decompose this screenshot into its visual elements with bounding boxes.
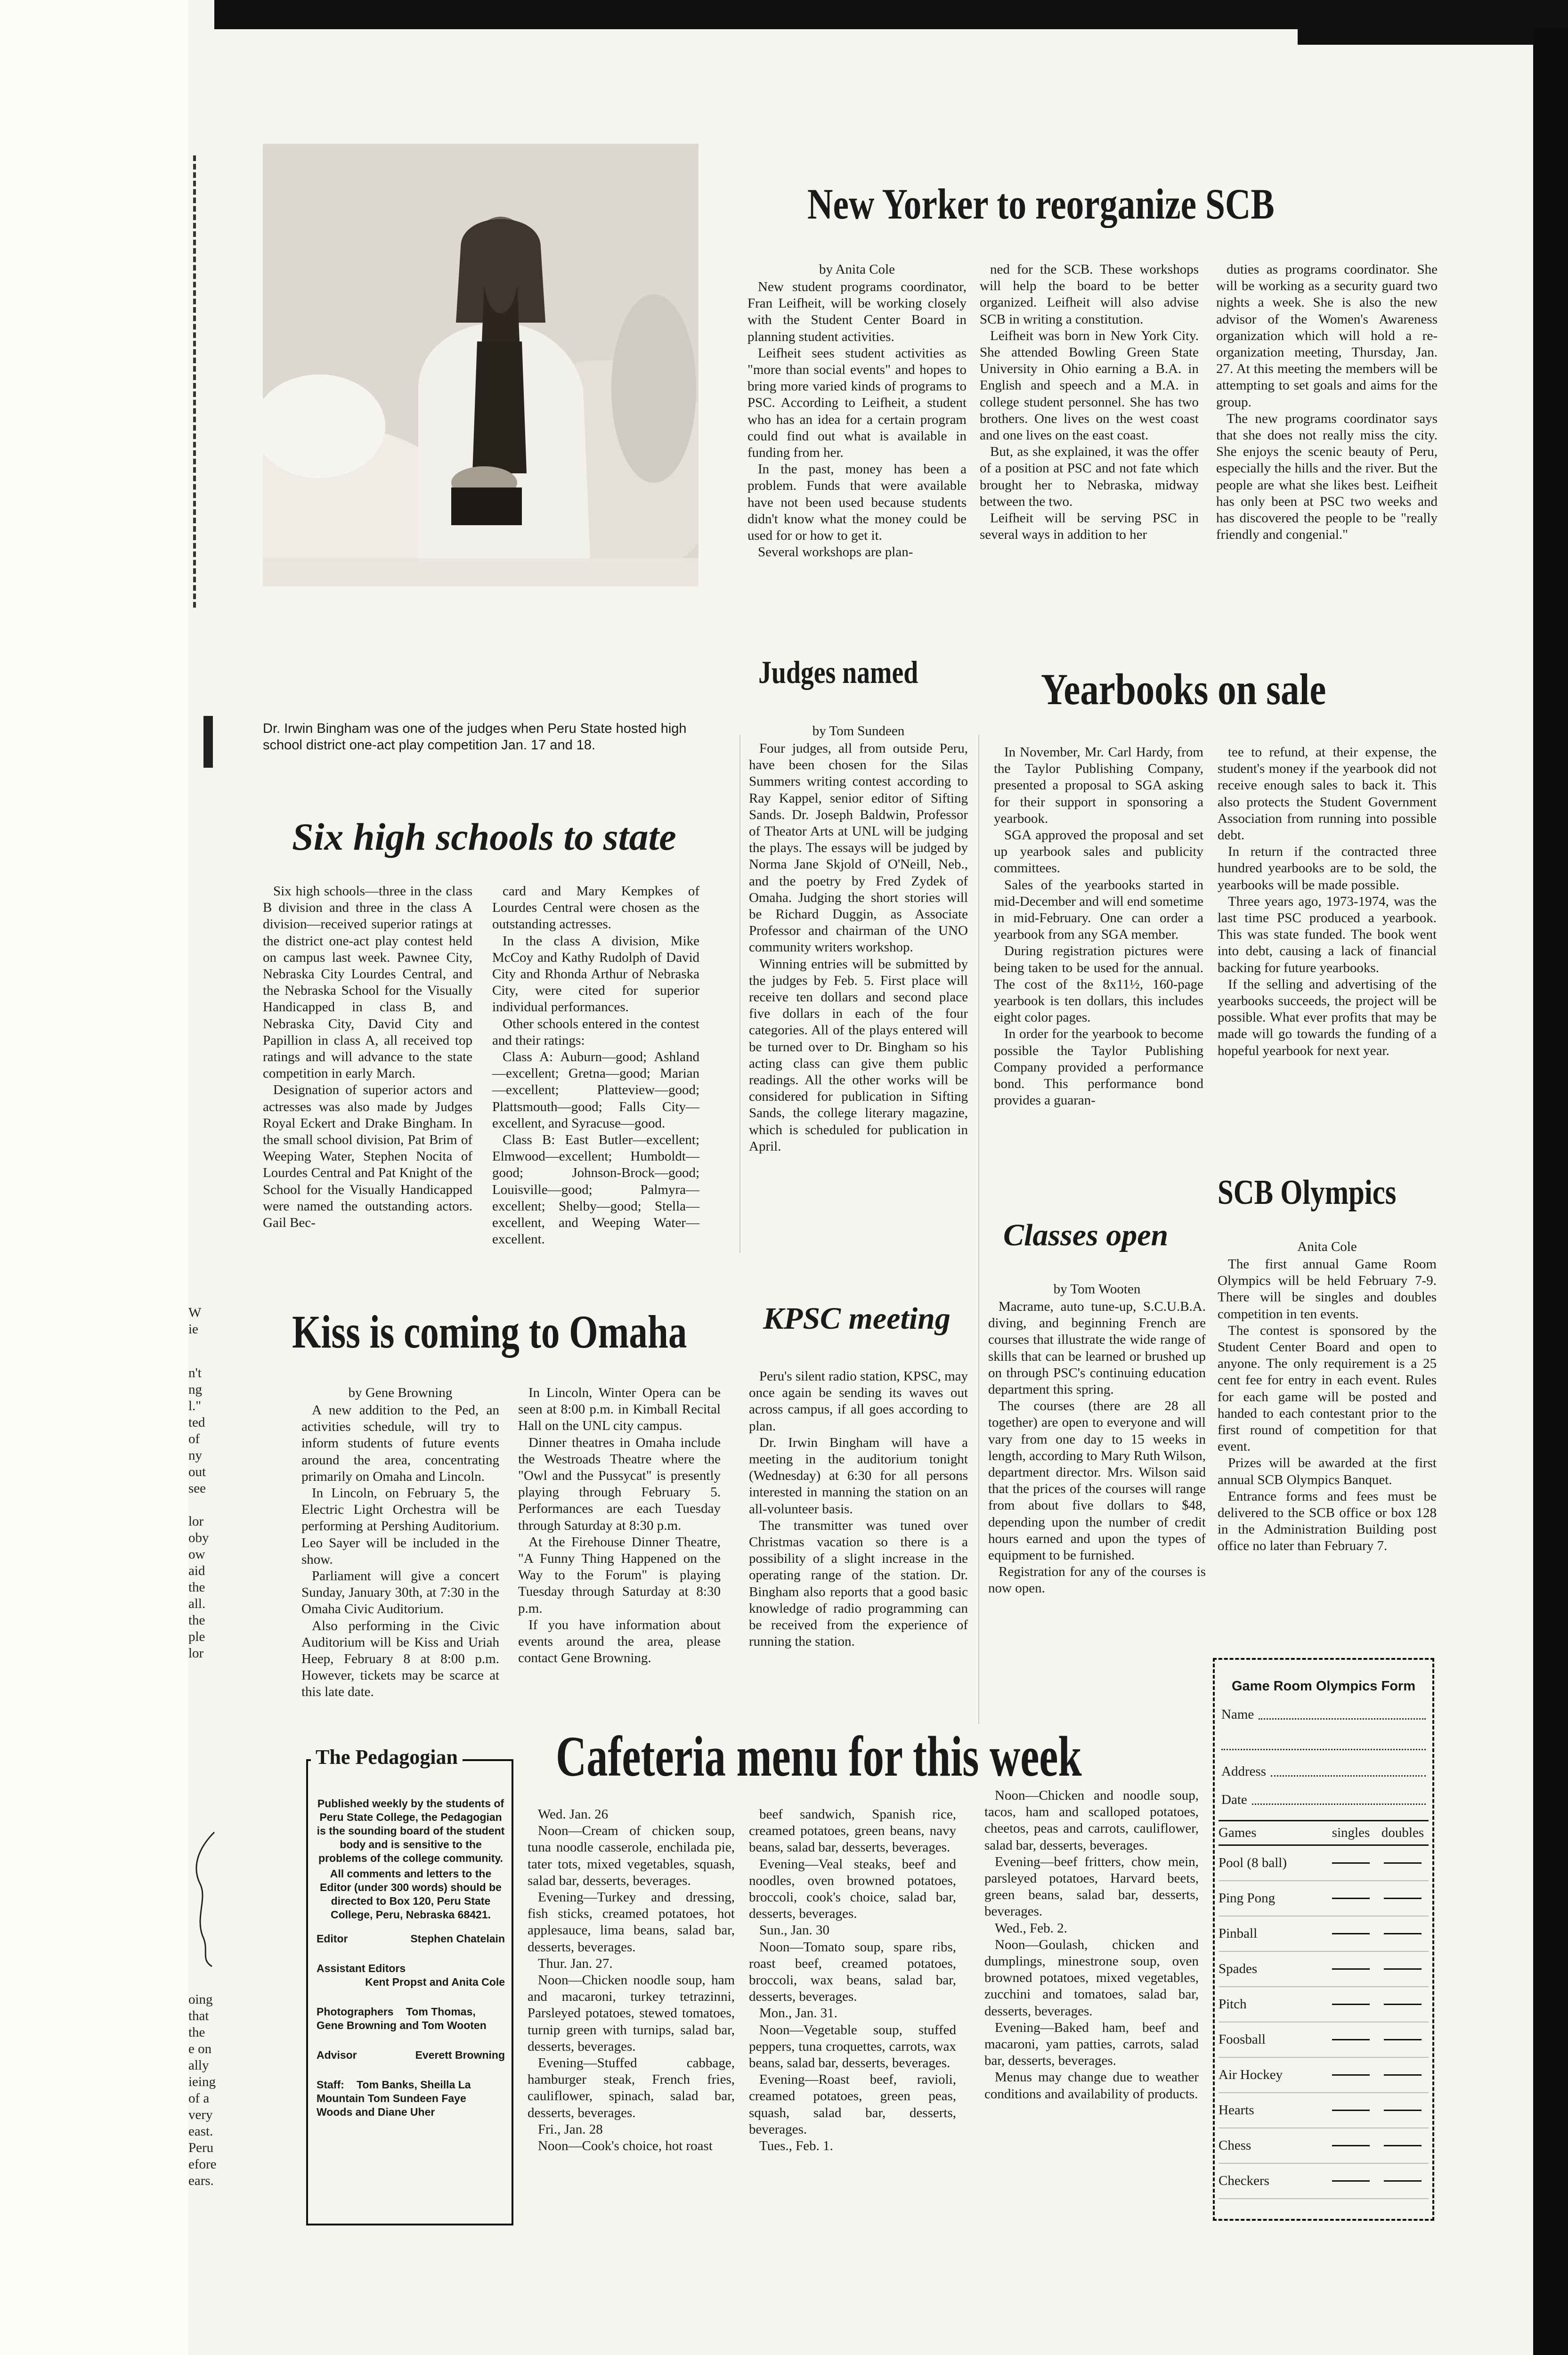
staff-editor: Editor Stephen Chatelain [317, 1933, 505, 1945]
form-doubles-blank[interactable] [1384, 1968, 1422, 1970]
kpsc-headline: KPSC meeting [763, 1301, 951, 1336]
form-game-label: Spades [1219, 1961, 1258, 1976]
olympics-entry-form [1213, 1658, 1434, 2221]
state-col-2: card and Mary Kempkes of Lourdes Central were chosen as the outstanding actresses. In the class A division, Mike McCoy and Kathy Rudolph of David City and Rhonda Arthur of Nebraska City, were cited for superior individual performances. Other schools entered in the contest and their ratings: Class A: Auburn—good; Ashland—excellent; Gretna—good; Marian—excellent; Platteview—good; Plattsmouth—good; Falls City—excellent, and Syracuse—good. Class B: East Butler—excellent; Elmwood—excellent; Humboldt—good; Johnson-Brock—good; Louisville—good; Palmyra—excellent; Shelby—good; Stella—excellent, and Weeping Water—excellent. [492, 884, 699, 1247]
menu-col-3: Noon—Chicken and noodle soup, tacos, ham and scalloped potatoes, cheetos, peas and carrots, cauliflower, salad bar, desserts, beverages. Evening—beef fritters, chow mein, parsleyed potatoes, Harvard beets, green beans, salad bar, desserts, beverages. Wed., Feb. 2. Noon—Goulash, chicken and dumplings, minestrone soup, oven browned potatoes, mixed vegetables, zucchini and tomatoes, salad bar, desserts, beverages. Evening—Baked ham, beef and macaroni, yam patties, carrots, salad bar, desserts, beverages. Menus may change due to weather conditions and availability of products. [984, 1788, 1199, 2102]
form-game-label: Chess [1219, 2138, 1251, 2153]
form-singles-blank[interactable] [1332, 2074, 1370, 2076]
form-singles-blank[interactable] [1332, 2180, 1370, 2182]
form-doubles-blank[interactable] [1384, 2180, 1422, 2182]
yearbooks-headline: Yearbooks on sale [1041, 665, 1326, 714]
edge-fragments: W ie n't ng l." ted of ny out see lor oby ow aid the all. the ple lor oing that the e on ally ieing of a very east. Peru efore ears. [188, 1305, 217, 2188]
form-doubles-blank[interactable] [1384, 2110, 1422, 2111]
scan-left-margin [0, 0, 188, 2355]
staff-advisor: Advisor Everett Browning [317, 2049, 505, 2061]
form-singles-blank[interactable] [1332, 1862, 1370, 1864]
masthead-letters: All comments and letters to the Editor (under 300 words) should be directed to Box 120, Peru State College, Peru, Nebraska 68421. [320, 1868, 502, 1921]
kpsc-body: Peru's silent radio station, KPSC, may once again be sending its waves out across campus, if all goes according to plan. Dr. Irwin Bingham will have a meeting in the auditorium tonight (Wednesday) at 6:30 for all persons interested in manning the station on an all-volunteer basis. The transmitter was tuned over Christmas vacation so there is a possibility of a slight increase in the operating range of the station. Dr. Bingham also reports that a good basic knowledge of radio programming can be received from the experience of running the station. [749, 1369, 968, 1649]
scan-top-border-right [1298, 0, 1568, 45]
judges-byline: by Tom Sundeen [812, 723, 905, 739]
photo-caption: Dr. Irwin Bingham was one of the judges when Peru State hosted high school district one-act play competition Jan. 17 and 18. [263, 721, 687, 753]
form-game-row[interactable] [1219, 2093, 1429, 2128]
kiss-col-2: In Lincoln, Winter Opera can be seen at 8:00 p.m. in Kimball Recital Hall on the UNL city campus. Dinner theatres in Omaha include the Westroads Theatre where the "Owl and the Pussycat" is presently playing through February 5. Performances are each Tuesday through Saturday at 8:30 p.m. At the Firehouse Dinner Theatre, "A Funny Thing Happened on the Way to the Forum" is playing Tuesday through Saturday at 8:30 p.m. If you have information about events around the area, please contact Gene Browning. [518, 1385, 721, 1666]
form-singles-blank[interactable] [1332, 2039, 1370, 2040]
scb-byline: by Anita Cole [819, 262, 895, 277]
form-doubles-blank[interactable] [1384, 1933, 1422, 1934]
form-title: Game Room Olympics Form [1232, 1679, 1415, 1694]
masthead-content [317, 1797, 505, 2119]
olympics-byline: Anita Cole [1297, 1239, 1357, 1254]
form-doubles-blank[interactable] [1384, 1898, 1422, 1899]
form-game-label: Pitch [1219, 1997, 1247, 2012]
judges-headline: Judges named [758, 654, 918, 690]
column-rule [978, 735, 979, 1724]
staff-members: Staff: Tom Banks, Sheilla La Mountain Tom Sundeen Faye Woods and Diane Uher [317, 2079, 471, 2118]
form-address-field[interactable]: Address [1221, 1760, 1426, 1779]
scb-headline: New Yorker to reorganize SCB [807, 180, 1275, 228]
masthead-description: Published weekly by the students of Peru State College, the Pedagogian is the sounding board of the student body and is sensitive to the problems of the college community. [317, 1797, 505, 1864]
menu-col-2: beef sandwich, Spanish rice, creamed potatoes, green beans, navy beans, salad bar, desserts, beverages. Evening—Veal steaks, beef and noodles, oven browned potatoes, broccoli, cook's choice, salad bar, desserts, beverages. Sun., Jan. 30 Noon—Tomato soup, spare ribs, roast beef, creamed potatoes, broccoli, wax beans, salad bar, desserts, beverages. Mon., Jan. 31. Noon—Vegetable soup, stuffed peppers, tuna croquettes, carrots, wax beans, salad bar, desserts, beverages. Evening—Roast beef, ravioli, creamed potatoes, green peas, squash, salad bar, desserts, beverages. Tues., Feb. 1. [749, 1807, 956, 2154]
form-game-row[interactable] [1219, 1846, 1429, 1881]
scb-col-1: by Anita Cole New student programs coordinator, Fran Leifheit, will be working closely with the Student Center Board in planning student activities. Leifheit sees student activities as "more than social events" and hopes to bring more varied kinds of programs to PSC. According to Leifheit, a student who has an idea for a certain program could find out what is available in funding from her. In the past, money has been a problem. Funds that were available have not been used because students didn't know what the money could be used for or how to get it. Several workshops are plan- [747, 262, 967, 560]
form-game-row[interactable] [1219, 2164, 1429, 2199]
form-name-field[interactable]: Name [1221, 1703, 1426, 1722]
form-games-list [1219, 1846, 1429, 2199]
form-game-label: Ping Pong [1219, 1891, 1276, 1906]
form-game-label: Pool (8 ball) [1219, 1855, 1287, 1870]
form-game-label: Checkers [1219, 2173, 1269, 2188]
form-game-row[interactable] [1219, 2128, 1429, 2164]
gutter-block [203, 716, 213, 768]
staff-photographers: Photographers Tom Thomas, Gene Browning and Tom Wooten [317, 2006, 487, 2031]
olympics-headline: SCB Olympics [1218, 1173, 1397, 1212]
form-game-row[interactable] [1219, 2058, 1429, 2093]
form-name-line-2[interactable] [1221, 1733, 1426, 1750]
scan-right-margin [1533, 28, 1568, 2355]
yearbooks-col-1: In November, Mr. Carl Hardy, from the Taylor Publishing Company, presented a proposal to SGA asking for their support in sponsoring a yearbook. SGA approved the proposal and set up yearbook sales and publicity committees. Sales of the yearbooks started in mid-December and will end sometime in mid-February. One can order a yearbook from any SGA member. During registration pictures were being taken to be used for the annual. The cost of the 8x11½, 160-page yearbook is ten dollars, this includes eight color pages. In order for the yearbook to become possible the Taylor Publishing Company provided a performance bond. This performance bond provides a guaran- [994, 745, 1203, 1108]
form-game-row[interactable] [1219, 1916, 1429, 1952]
form-game-label: Air Hockey [1219, 2067, 1283, 2082]
form-game-label: Foosball [1219, 2032, 1266, 2047]
form-singles-blank[interactable] [1332, 2110, 1370, 2111]
yearbooks-col-2: tee to refund, at their expense, the student's money if the yearbook did not receive enough sales to back it. This also protects the Student Government Association from running into possible debt. In return if the contracted three hundred yearbooks are to be sold, the yearbooks will be made possible. Three years ago, 1973-1974, was the last time PSC produced a yearbook. This was state funded. The book went into debt, causing a lack of financial backing for future yearbooks. If the selling and advertising of the yearbooks succeeds, the project will be possible. What ever profits that may be made will go towards the funding of a hopeful yearbook for next year. [1218, 745, 1437, 1058]
classes-headline: Classes open [1003, 1218, 1169, 1252]
form-games-header: Games singles doubles [1219, 1820, 1429, 1846]
form-doubles-blank[interactable] [1384, 2145, 1422, 2146]
form-date-field[interactable]: Date [1221, 1788, 1426, 1808]
form-doubles-blank[interactable] [1384, 2004, 1422, 2005]
classes-byline: by Tom Wooten [1053, 1282, 1141, 1297]
form-doubles-blank[interactable] [1384, 2039, 1422, 2040]
form-game-label: Hearts [1219, 2103, 1254, 2118]
judges-body: by Tom Sundeen Four judges, all from outside Peru, have been chosen for the Silas Summers writing contest according to Ray Kappel, senior editor of Sifting Sands. Dr. Joseph Baldwin, Professor of Theator Arts at UNL will be judging the plays. The essays will be judged by Norma Jane Skjold of O'Neill, Neb., and the poetry by Fred Zydek of Omaha. Judging the short stories will be Richard Duggin, as Associate Professor and chairman of the UNO community writers workshop. Winning entries will be submitted by the judges by Feb. 5. First place will receive ten dollars and second place five dollars in each of the four categories. All of the plays entered will be turned over to Dr. Bingham so his acting class can give them public readings. All the other works will be considered for publication in Sifting Sands, the college literary magazine, which is scheduled for publication in April. [749, 723, 968, 1154]
staff-assistant-editors: Assistant Editors Kent Propst and Anita Cole [317, 1962, 505, 1988]
form-game-row[interactable] [1219, 2022, 1429, 2058]
menu-col-1: Wed. Jan. 26 Noon—Cream of chicken soup, tuna noodle casserole, enchilada pie, tater tots, mixed vegetables, squash, salad bar, desserts, beverages. Evening—Turkey and dressing, fish sticks, creamed potatoes, hot applesauce, lima beans, salad bar, desserts, beverages. Thur. Jan. 27. Noon—Chicken noodle soup, ham and macaroni, turkey tetrazinni, Parsleyed potatoes, stewed tomatoes, turnip green with turnips, salad bar, desserts, beverages. Evening—Stuffed cabbage, hamburger steak, French fries, cauliflower, spinach, salad bar, desserts, beverages. Fri., Jan. 28 Noon—Cook's choice, hot roast [528, 1807, 735, 2154]
edge-sketch [186, 1827, 219, 1969]
form-game-label: Pinball [1219, 1926, 1258, 1941]
form-singles-blank[interactable] [1332, 1898, 1370, 1899]
masthead-title: The Pedagogian [311, 1745, 463, 1769]
form-game-row[interactable] [1219, 1987, 1429, 2022]
form-game-row[interactable] [1219, 1952, 1429, 1987]
column-rule [739, 735, 740, 1253]
state-col-1: Six high schools—three in the class B division and three in the class A division—received superior ratings at the district one-act play contest held on campus last week. Pawnee City, Nebraska City Lourdes Central, and the Nebraska School for the Visually Handicapped in class B, and Nebraska City, David City and Papillion in class A, all received top ratings and will advance to the state competition in early March. Designation of superior actors and actresses was also made by Judges Royal Eckert and Drake Bingham. In the small school division, Pat Brim of Weeping Water, Stephen Nocita of Lourdes Central and Pat Knight of the School for the Visually Handicapped were named the outstanding actors. Gail Bec- [263, 884, 472, 1231]
scb-col-2: ned for the SCB. These workshops will help the board to be better organized. Leifheit will also advise SCB in writing a constitution. Leifheit was born in New York City. She attended Bowling Green State University in Ohio earning a B.A. in English and speech and a M.A. in college student personnel. She has two brothers. One lives on the west coast and one lives on the east coast. But, as she explained, it was the offer of a position at PSC and not fate which brought her to Nebraska, midway between the two. Leifheit will be serving PSC in several ways in addition to her [980, 262, 1199, 543]
kiss-col-1: by Gene Browning A new addition to the Ped, an activities schedule, will try to inform students of future events around the area, concentrating primarily on Omaha and Lincoln. In Lincoln, on February 5, the Electric Light Orchestra will be performing at Pershing Auditorium. Leo Sayer will be included in the show. Parliament will give a concert Sunday, January 30th, at 7:30 in the Omaha Civic Auditorium. Also performing in the Civic Auditorium will be Kiss and Uriah Heep, February 8 at 8:00 p.m. However, tickets may be scarce at this late date. [301, 1385, 499, 1700]
menu-headline: Cafeteria menu for this week [556, 1725, 1082, 1788]
gutter-marks [193, 155, 201, 608]
scb-col-3: duties as programs coordinator. She will be working as a security guard two nights a week. She is also the new advisor of the Women's Awareness organization which will hold a re-organization meeting, Thursday, Jan. 27. At this meeting the members will be attempting to set goals and aims for the group. The new programs coordinator says that she does not really miss the city. She enjoys the scenic beauty of Peru, especially the hills and the river. But the people are what she likes best. Leifheit has only been at PSC two weeks and has discovered the people to be "really friendly and congenial." [1216, 262, 1438, 543]
form-doubles-blank[interactable] [1384, 2074, 1422, 2076]
photo-dr-bingham [263, 144, 699, 586]
form-singles-blank[interactable] [1332, 1968, 1370, 1970]
olympics-body: Anita Cole The first annual Game Room Olympics will be held February 7-9. There will be singles and doubles competition in ten events. The contest is sponsored by the Student Center Board and open to anyone. The only requirement is a 25 cent fee for entry in each event. Rules for each game will be posted and handed to each contestant prior to the first round of competition for that event. Prizes will be awarded at the first annual SCB Olympics Banquet. Entrance forms and fees must be delivered to the SCB office or box 128 in the Administration Building post office no later than February 7. [1218, 1239, 1437, 1554]
form-singles-blank[interactable] [1332, 1933, 1370, 1934]
form-singles-blank[interactable] [1332, 2004, 1370, 2005]
form-singles-blank[interactable] [1332, 2145, 1370, 2146]
classes-body: by Tom Wooten Macrame, auto tune-up, S.C.U.B.A. diving, and beginning French are courses that illustrate the wide range of skills that can be learned or brushed up on through PSC's continuing education department this spring. The courses (there are 28 all together) are open to everyone and will vary from one day to 15 weeks in length, according to Mary Ruth Wilson, department director. Mrs. Wilson said that the prices of the courses will range from about five dollars to $48, depending upon the number of credit hours earned and upon the types of equipment to be furnished. Registration for any of the courses is now open. [988, 1282, 1206, 1596]
state-headline: Six high schools to state [292, 815, 676, 858]
kiss-headline: Kiss is coming to Omaha [292, 1306, 687, 1358]
form-doubles-blank[interactable] [1384, 1862, 1422, 1864]
kiss-byline: by Gene Browning [348, 1385, 453, 1400]
form-game-row[interactable] [1219, 1881, 1429, 1916]
